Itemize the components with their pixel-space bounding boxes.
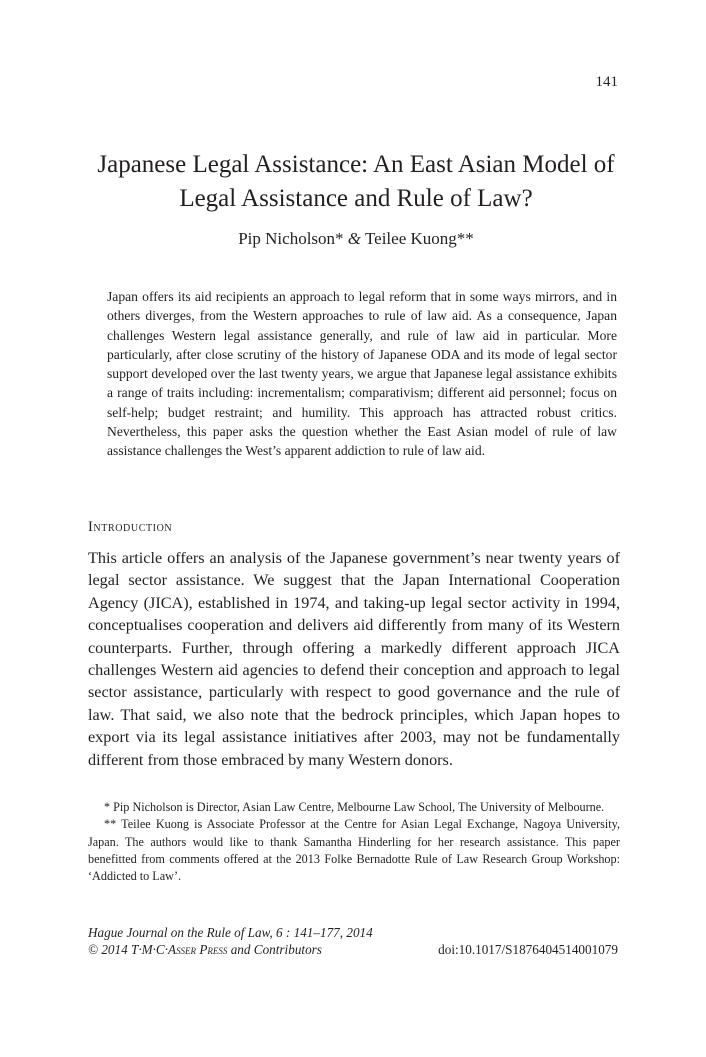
- footnote-1: * Pip Nicholson is Director, Asian Law Centre, Melbourne Law School, The University of Melbourne.: [104, 800, 605, 814]
- page-number: 141: [595, 74, 618, 90]
- copyright-prefix: © 2014: [88, 942, 128, 957]
- abstract: Japan offers its aid recipients an approach to legal reform that in some ways mirrors, and in others diverges, from the Western approaches to rule of law aid. As a consequence, Japan challenges Western legal assistance generally, and rule of law aid in particular. More particularly, after close scrutiny of the history of Japanese ODA and its mode of legal sector support developed over the last twenty years, we argue that Japanese legal assistance exhibits a range of traits including: incrementalism; comparativism; different aid personnel; focus on self-help; budget restraint; and humility. This approach has attracted robust critics. Nevertheless, this paper asks the question whether the East Asian model of rule of law assistance challenges the West’s apparent addiction to rule of law aid.: [107, 289, 617, 459]
- author-line: [60, 229, 652, 249]
- footnote-2: ** Teilee Kuong is Associate Professor at the Centre for Asian Legal Exchange, Nagoya University, Japan. The authors would like to thank Samantha Hinderling for her research assistance. This paper benefitted from comments offered at the 2013 Folke Bernadotte Rule of Law Research Group Workshop: ‘Addicted to Law’.: [88, 817, 620, 884]
- journal-citation: Hague Journal on the Rule of Law, 6 : 141–177, 2014: [88, 925, 373, 940]
- body-paragraph: This article offers an analysis of the Japanese government’s near twenty years of legal sector assistance. We suggest that the Japan International Cooperation Agency (JICA), established in 1974, and taking-up legal sector activity in 1994, conceptualises cooperation and delivers aid differently from many of its Western counterparts. Further, through offering a markedly different approach JICA challenges Western aid agencies to defend their conception and approach to legal sector assistance, particularly with respect to good governance and the rule of law. That said, we also note that the bedrock principles, which Japan hopes to export via its legal assistance initiatives after 2003, may not be fundamentally different from those embraced by many Western donors.: [88, 549, 620, 769]
- author-2: Teilee Kuong**: [364, 229, 474, 248]
- author-1: Pip Nicholson*: [238, 229, 344, 248]
- author-conjunction: &: [347, 229, 362, 248]
- doi: doi:10.1017/S1876404514001079: [438, 942, 618, 957]
- title-line-1: Japanese Legal Assistance: An East Asian Model of: [97, 151, 615, 178]
- press-name: T·M·C·Asser Press: [131, 942, 228, 957]
- copyright-suffix: and Contributors: [230, 942, 322, 957]
- section-heading: Introduction: [88, 519, 173, 535]
- copyright-line: [88, 942, 322, 958]
- footnotes: [88, 799, 620, 885]
- article-title: [60, 148, 652, 216]
- title-line-2: Legal Assistance and Rule of Law?: [179, 185, 533, 212]
